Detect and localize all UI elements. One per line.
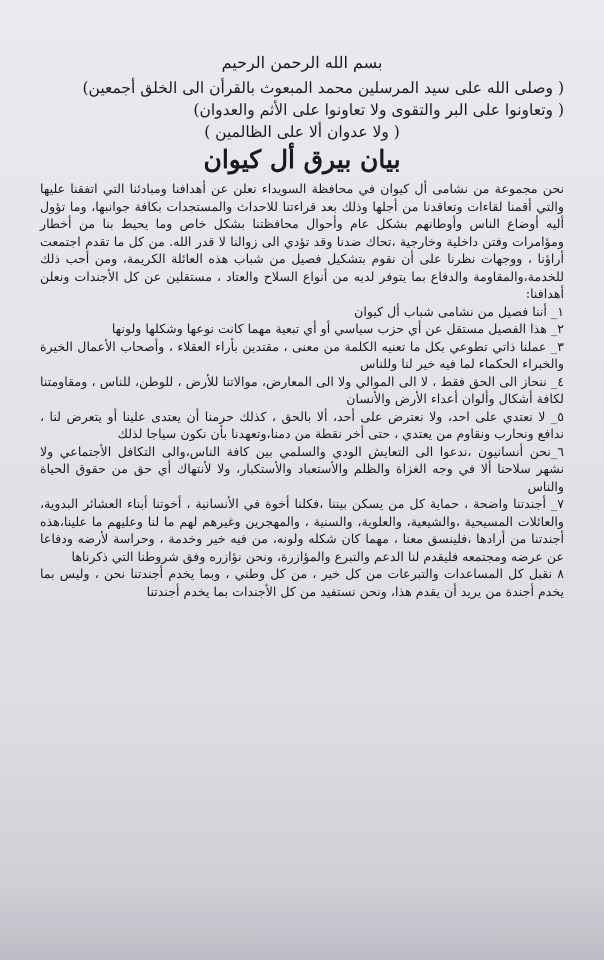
statement-title: بيان بيرق أل كيوان — [203, 145, 401, 174]
goal-item-2: ٢_ هذا الفصيل مستقل عن أي حزب سياسي أو أي تبعية مهما كانت نوعها وشكلها ولونها — [111, 321, 564, 336]
verse-line-1: ( وصلى الله على سيد المرسلين محمد المبعوث بالقرأن الى الخلق أجمعين) — [82, 79, 564, 97]
intro-paragraph: نحن مجموعة من نشامى أل كيوان في محافظة السويداء نعلن عن أهدافنا ومبادئنا التي اتفقنا عليها والتي أقمنا لقاءات وتعاقدنا من أجلها وذلك بعد قراءتنا للاحداث والمستجدات بكافة جوانبها، وما تؤول أليه أوضاع الناس وأوطانهم بشكل عام وأحوال محافظتنا بشكل خاص وما يحيط بنا من أخطار ومؤامرات وفتن داخلية وخارجية ،تحاك ضدنا وقد تؤدي الى زوالنا لا قدر الله. من كل ما تقدم اجتمعت أراؤنا ، ووجهات نظرنا على أن نقوم بتشكيل فصيل من شباب هذه العائلة الكريمة، ومن أحب ذلك للخدمة،والمقاومة والدفاع بما يتوفر لديه من أنواع السلاح والعتاد ، مستقلين عن كل الأجندات ونعلن أهدافنا: — [40, 181, 564, 301]
verse-line-3: ( ولا عدوان ألا على الظالمين ) — [204, 123, 400, 141]
goal-item-7: ٧_ أجندتنا واضحة ، حماية كل من يسكن بيننا ،فكلنا أخوة في الأنسانية ، أخوتنا أبناء العشائر البدوية، والعائلات المسيحية ،والشيعية، والعلوية، والسنية ، والمهجرين وغيرهم لهم ما لنا وعليهم ما علينا،هذه أجندتنا من أرادها ،فلينسق معنا ، مهما كان شكله ولونه، من فيه خير وخدمة ، وحراسة لأرضه ودفاعا عن عرضه ومجتمعه فليقدم لنا الدعم والتبرع والمؤازرة، ونحن نؤازره وفق شروطنا التي ذكرناها — [40, 496, 564, 564]
goal-item-5: ٥_ لا نعتدي على احد، ولا نعترض على أحد، ألا بالحق ، كذلك حرمنا أن يعتدى علينا أو يتعرض لنا ، ندافع ونحارب ونقاوم من يعتدي ، حتى أخر نقطة من دمنا،وتعهدنا بأن نكون سياجا لذلك — [40, 408, 564, 441]
goal-item-3: ٣_ عملنا ذاتي تطوعي بكل ما تعنيه الكلمة من معنى ، مقتدين بأراء العقلاء ، وأصحاب الأعمال الخيرة والخبراء الحكماء لما فيه خير لنا وللناس — [40, 338, 564, 371]
goal-item-6: ٦_نحن أنسانيون ،ندعوا الى التعايش الودي والسلمي بين كافة الناس،والى التكافل الأجتماعي ولا نشهر سلاحنا ألا في وجه الغزاة والظلم والأستعباد والأستكبار، ولا لأنتهاك أي حق من حقوق الحياة والناس — [40, 443, 564, 494]
page-bottom-shadow — [0, 890, 604, 960]
bismillah-heading: بسم الله الرحمن الرحيم — [221, 53, 383, 72]
goal-item-1: ١_ أننا فصيل من نشامى شباب أل كيوان — [354, 303, 564, 319]
verse-line-2: ( وتعاونوا على البر والتقوى ولا تعاونوا على الأثم والعدوان) — [193, 101, 564, 119]
goal-item-4: ٤_ ننحاز الى الحق فقط ، لا الى الموالي ولا الى المعارض، موالاتنا للأرض ، للوطن، للناس ، ومقاومتنا لكافة أشكال وألوان أعداء الأرض والأنسان — [40, 373, 564, 406]
goal-item-8: ٨ نقبل كل المساعدات والتبرعات من كل خير ، من كل وطني ، وبما يخدم أجندتنا نحن ، وليس بما يخدم أجندة من يريد أن يقدم هذا، ونحن نستفيد من كل الأجندات بما يخدم أجندتنا — [40, 566, 564, 599]
